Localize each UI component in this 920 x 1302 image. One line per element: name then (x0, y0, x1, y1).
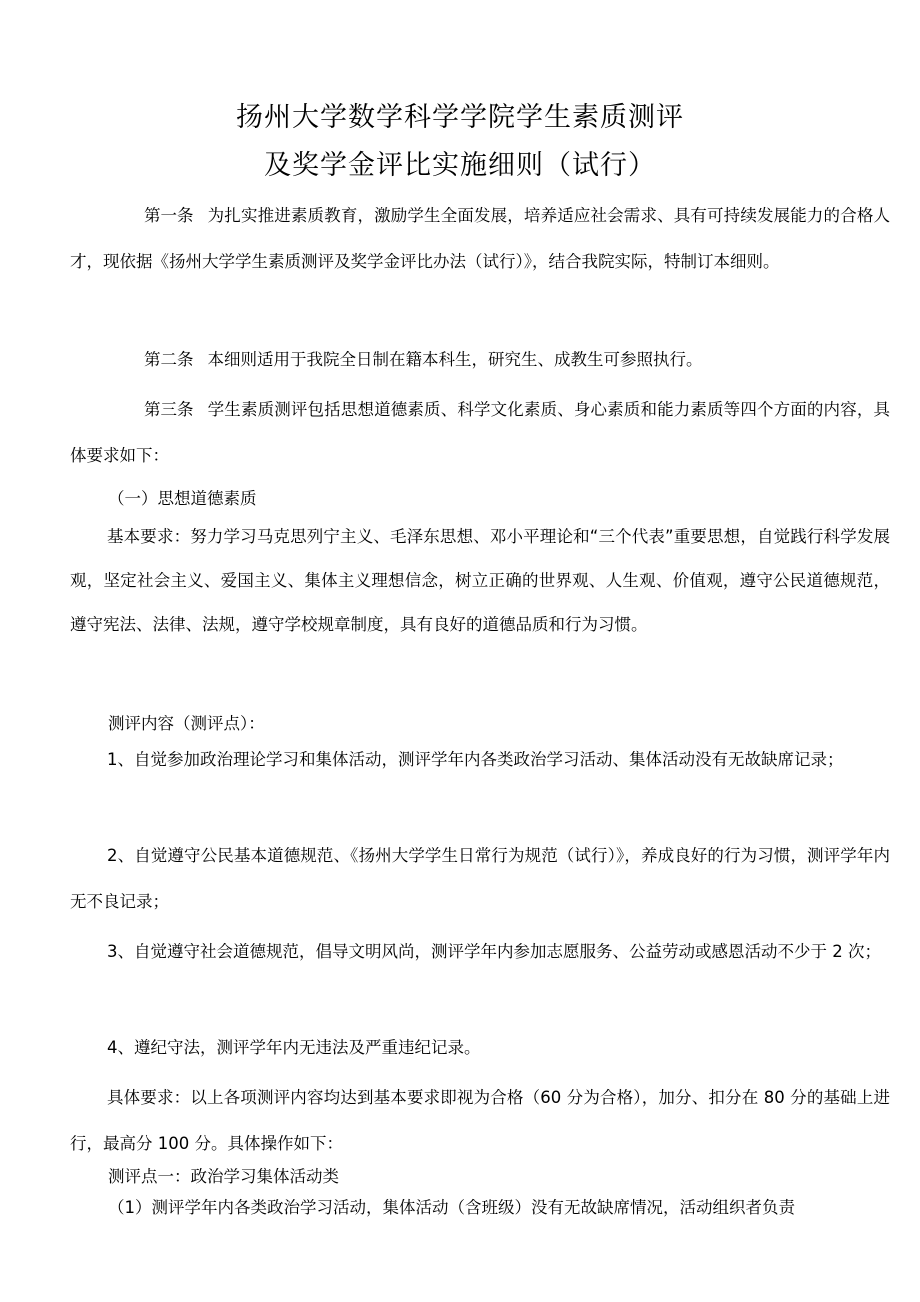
article-1-text: 为扎实推进素质教育，激励学生全面发展，培养适应社会需求、具有可持续发展能力的合格人才，现依据《扬州大学学生素质测评及奖学金评比办法（试行）》，结合我院实际，特制订本细则。 (70, 206, 890, 271)
article-3-text: 学生素质测评包括思想道德素质、科学文化素质、身心素质和能力素质等四个方面的内容，具体要求如下： (70, 400, 890, 465)
point-1-item-1: （1）测评学年内各类政治学习活动，集体活动（含班级）没有无故缺席情况，活动组织者负责 (108, 1198, 795, 1217)
content-item-1: 1、自觉参加政治理论学习和集体活动，测评学年内各类政治学习活动、集体活动没有无故缺席记录； (107, 750, 844, 769)
article-1 (70, 193, 890, 285)
document-title-line-1: 扬州大学数学科学学院学生素质测评 (236, 102, 684, 133)
content-item-3: 3、自觉遵守社会道德规范，倡导文明风尚，测评学年内参加志愿服务、公益劳动或感恩活动不少于 2 次； (107, 942, 881, 961)
section-heading: （一）思想道德素质 (108, 489, 257, 508)
document-title-line-2: 及奖学金评比实施细则（试行） (264, 150, 656, 181)
content-item-4: 4、遵纪守法，测评学年内无违法及严重违纪记录。 (107, 1038, 481, 1057)
article-1-label: 第一条 (144, 206, 194, 225)
specific-requirement: 具体要求：以上各项测评内容均达到基本要求即视为合格（60 分为合格），加分、扣分在 80 分的基础上进行，最高分 100 分。具体操作如下： (70, 1088, 890, 1153)
point-1-heading: 测评点一：政治学习集体活动类 (108, 1167, 339, 1186)
article-3 (70, 387, 890, 479)
article-2-label: 第二条 (144, 350, 194, 369)
article-3-label: 第三条 (144, 400, 194, 419)
article-2-text: 本细则适用于我院全日制在籍本科生，研究生、成教生可参照执行。 (207, 350, 703, 369)
basic-requirement: 基本要求：努力学习马克思列宁主义、毛泽东思想、邓小平理论和“三个代表”重要思想，自觉践行科学发展观，坚定社会主义、爱国主义、集体主义理想信念，树立正确的世界观、人生观、价值观，遵守公民道德规范，遵守宪法、法律、法规，遵守学校规章制度，具有良好的道德品质和行为习惯。 (70, 527, 890, 634)
content-item-2: 2、自觉遵守公民基本道德规范、《扬州大学学生日常行为规范（试行）》，养成良好的行为习惯，测评学年内无不良记录； (70, 846, 890, 911)
content-heading: 测评内容（测评点）： (108, 714, 265, 733)
article-2 (70, 337, 890, 383)
